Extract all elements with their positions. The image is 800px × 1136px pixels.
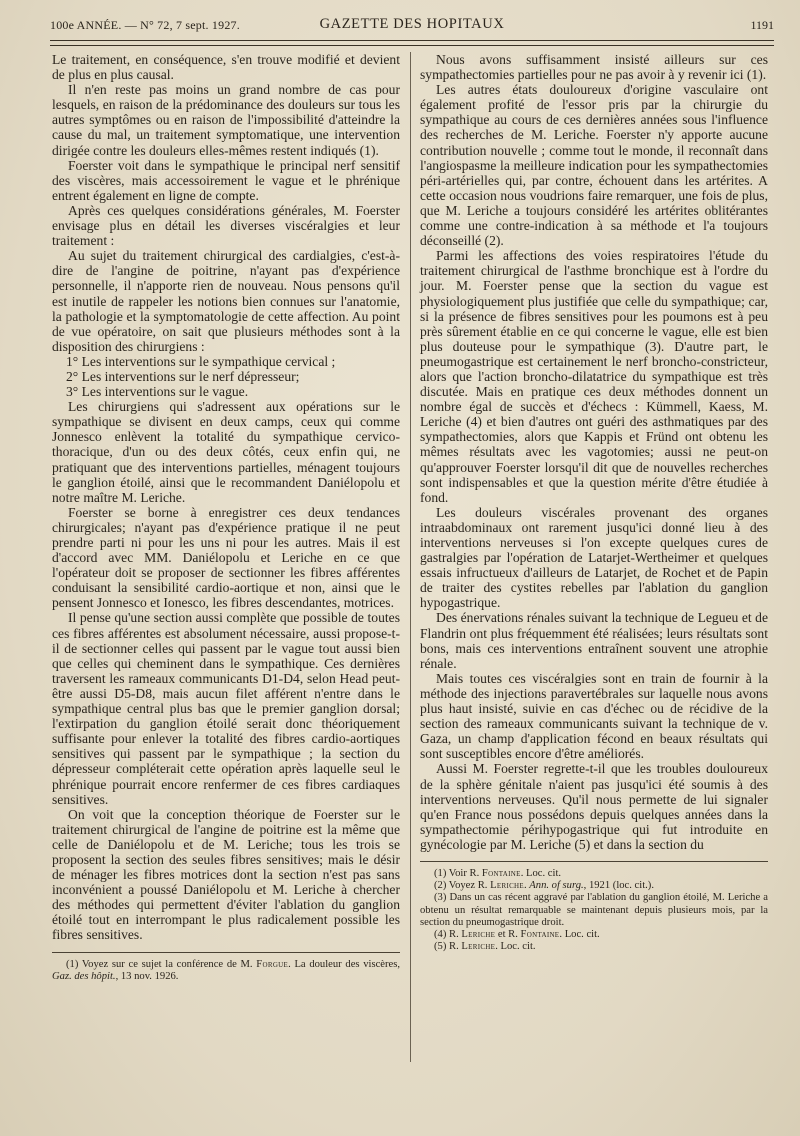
paragraph: Il n'en reste pas moins un grand nombre de cas pour lesquels, en raison de la prédominance des douleurs sur tous les autres symptômes ou en raison de l'impossibilité d'atteindre la cause du mal, un traitement symptomatique, une intervention dirigée contre les douleurs elles-mêmes restent indiqués (1). <box>52 82 400 158</box>
paragraph: Le traitement, en conséquence, s'en trouve modifié et devient de plus en plus causal. <box>52 52 400 83</box>
footnote: (5) R. Leriche. Loc. cit. <box>434 941 536 953</box>
right-column <box>420 52 768 953</box>
paragraph: Aussi M. Foerster regrette-t-il que les troubles douloureux de la sphère génitale n'aient pas jusqu'ici été soumis à des interventions nerveuses. Qu'il nous permette de lui signaler qu'en France nous possédons depuis quelques années dans la sympathectomie périhypogastrique qui fut introduite en gynécologie par M. Leriche (5) et dans la section du <box>420 761 768 852</box>
paragraph: Foerster se borne à enregistrer ces deux tendances chirurgicales; n'ayant pas d'expérience pratique il ne peut prendre parti ni pour les uns ni pour les autres. Mais il est d'accord avec MM. Daniélopolu et Leriche en ce que l'opérateur doit se proposer de sectionner les fibres afférentes conduisant la sensibilité cardio-aortique et non, ainsi que le pensent Jonnesco et Ionesco, les fibres descendantes, motrices. <box>52 504 400 611</box>
paragraph: Au sujet du traitement chirurgical des cardialgies, c'est-à-dire de l'angine de poitrine, n'ayant pas d'expérience personnelle, il n'apporte rien de nouveau. Nous pensons qu'il est inutile de rappeler les notions bien connues sur l'anatomie, la pathologie et la symptomatologie de cette affection. Au point de vue opératoire, on sait que plusieurs méthodes sont à la disposition des chirurgiens : <box>52 248 400 354</box>
paragraph: Foerster voit dans le sympathique le principal nerf sensitif des viscères, mais accessoirement le vague et le phrénique entrent également en ligne de compte. <box>52 157 400 203</box>
paragraph: Il pense qu'une section aussi complète que possible de toutes ces fibres afférentes est absolument nécessaire, aussi propose-t-il de sectionner celles qui passent par le vague tout aussi bien que celles qui cheminent dans le sympathique. Ces dernières traversent les rameaux communicants D1-D4, selon Head peut-être aussi D5-D8, mais aucun filet afférent n'entre dans le sympathique central plus bas que le premier ganglion dorsal; l'extirpation du ganglion étoilé serait donc théoriquement suffisante pour enlever la totalité des fibres cardio-aortiques sensitives qui passent par le sympathique ; la section du dépresseur compléterait cette opération après laquelle seul le phrénique pourrait encore renfermer de ces fibres cardiaques sensitives. <box>52 610 400 807</box>
paragraph: Nous avons suffisamment insisté ailleurs sur ces sympathectomies partielles pour ne pas avoir à y revenir ici (1). <box>420 52 768 83</box>
journal-title: GAZETTE DES HOPITAUX <box>319 16 505 32</box>
footnote: (3) Dans un cas récent aggravé par l'ablation du ganglion étoilé, M. Leriche a obtenu un résultat remarquable se maintenant depuis plusieurs mois, par la section du pneumogastrique droit. <box>420 892 768 928</box>
list-item: 2° Les interventions sur le nerf dépresseur; <box>66 368 300 384</box>
footnote: (2) Voyez R. Leriche. Ann. of surg., 1921 (loc. cit.). <box>434 880 654 892</box>
left-column <box>52 52 400 983</box>
list-item: 1° Les interventions sur le sympathique cervical ; <box>66 353 336 369</box>
footnote-author: Fontaine <box>481 867 521 879</box>
footnote: (4) R. Leriche et R. Fontaine. Loc. cit. <box>434 928 600 940</box>
footnote-author: Leriche <box>461 941 496 953</box>
paragraph: Parmi les affections des voies respiratoires l'étude du traitement chirurgical de l'asthme bronchique est à l'ordre du jour. M. Foerster pense que la section du vague est physiologiquement plus justifiée que celle du sympathique; car, si la présence de fibres sensitives pour les poumons est à peu près sûrement établie en ce qui concerne le vague, elle est bien plus douteuse pour le sympathique (3). D'autre part, le pneumogastrique est certainement le nerf broncho-constricteur, alors que l'action broncho-dilatatrice du sympathique est très discutée. Mais en pratique ces deux méthodes donnent un nombre égal de succès et d'échecs : Kümmell, Kaess, M. Leriche (4) et bien d'autres ont guéri des asthmatiques par des sympathectomies, alors que Kappis et Fründ ont obtenu les mêmes résultats avec les vagotomies; aussi ne peut-on qu'approuver Foerster lorsqu'il dit que de nouvelles recherches sont indispensables et que la question mérite d'être étudiée à fond. <box>420 248 768 505</box>
paragraph: Les autres états douloureux d'origine vasculaire ont également profité de l'essor pris par la chirurgie du sympathique au cours de ces dernières années sous l'influence des recherches de M. Leriche. Foerster n'y apporte aucune contribution nouvelle ; comme tout le monde, il reconnaît dans l'angiospasme la meilleure indication pour les sympathectomies péri-artérielles qui, par contre, échouent dans les artérites. A cette occasion nous voudrions faire remarquer, une fois de plus, que M. Leriche a toujours considéré les artérites oblitérantes comme une contre-indication à sa méthode et l'a toujours déconseillé (2). <box>420 82 768 249</box>
footnote-rule <box>52 952 400 953</box>
column-divider <box>410 52 411 1062</box>
paragraph: Des énervations rénales suivant la technique de Legueu et de Flandrin ont plus fréquemment été réalisées; leurs résultats sont bons, mais ces interventions entraînent souvent une atrophie rénale. <box>420 610 768 671</box>
footnotes <box>420 868 768 953</box>
paragraph: Les chirurgiens qui s'adressent aux opérations sur le sympathique se divisent en deux camps, ceux qui comme Jonnesco enlèvent la totalité du sympathique cervico-thoracique, d'un ou des deux côtés, ceux enfin qui, ne pratiquant que des interventions partielles, ménagent toujours le ganglion étoilé, ainsi que le recommandent Daniélopolu et notre maître M. Leriche. <box>52 399 400 505</box>
paragraph: On voit que la conception théorique de Foerster sur le traitement chirurgical de l'angine de poitrine est la même que celle de Daniélopolu et de M. Leriche; tous les trois se proposent la section des seules fibres sensitives; mais le désir de ménager les fibres motrices dont la section n'est pas sans inconvénient a poussé Daniélopolu et M. Leriche à chercher des méthodes qui permettent d'éviter l'ablation du ganglion étoilé tout en interrompant le plus radicalement possible les fibres sensitives. <box>52 806 400 943</box>
footnote-author: Forgue <box>256 958 289 970</box>
list-item: 3° Les interventions sur le vague. <box>66 384 249 400</box>
footnote-source: Ann. of surg. <box>529 880 584 892</box>
page-number: 1191 <box>750 18 774 32</box>
header-rule <box>50 40 774 46</box>
running-header <box>50 14 774 36</box>
issue-info: 100e ANNÉE. — N° 72, 7 sept. 1927. <box>50 18 240 32</box>
footnote: (1) Voir R. Fontaine. Loc. cit. <box>434 867 562 879</box>
footnote-rule <box>420 861 768 862</box>
paragraph: Après ces quelques considérations générales, M. Foerster envisage plus en détail les diverses viscéralgies et leur traitement : <box>52 202 400 249</box>
paragraph: Mais toutes ces viscéralgies sont en train de fournir à la méthode des injections paravertébrales sur laquelle nous avons plus haut insisté, suivie en cas d'échec ou de récidive de la section des rameaux communicants suivant la technique de v. Gaza, un champ d'application fécond en beaux résultats qui sont susceptibles encore d'être améliorés. <box>420 670 768 762</box>
paragraph: Les douleurs viscérales provenant des organes intraabdominaux ont rarement jusqu'ici donné lieu à des interventions nerveuses si l'on excepte quelques cures de gastralgies par l'opération de Latarjet-Wertheimer et quelques essais infructueux d'ailleurs de Latarjet, de Rochet et de Papin de traiter des cystites rebelles par l'ablation du ganglion hypogastrique. <box>420 504 768 611</box>
footnote-author: Fontaine <box>520 928 560 940</box>
footnote-source: Gaz. des hôpit. <box>52 970 116 982</box>
footnotes <box>52 959 400 983</box>
footnote-author: Leriche <box>490 880 524 892</box>
footnote: (1) Voyez sur ce sujet la conférence de M. Forgue. La douleur des viscères, Gaz. des hôpit., 13 nov. 1926. <box>52 958 400 982</box>
footnote-author: Leriche <box>461 928 496 940</box>
